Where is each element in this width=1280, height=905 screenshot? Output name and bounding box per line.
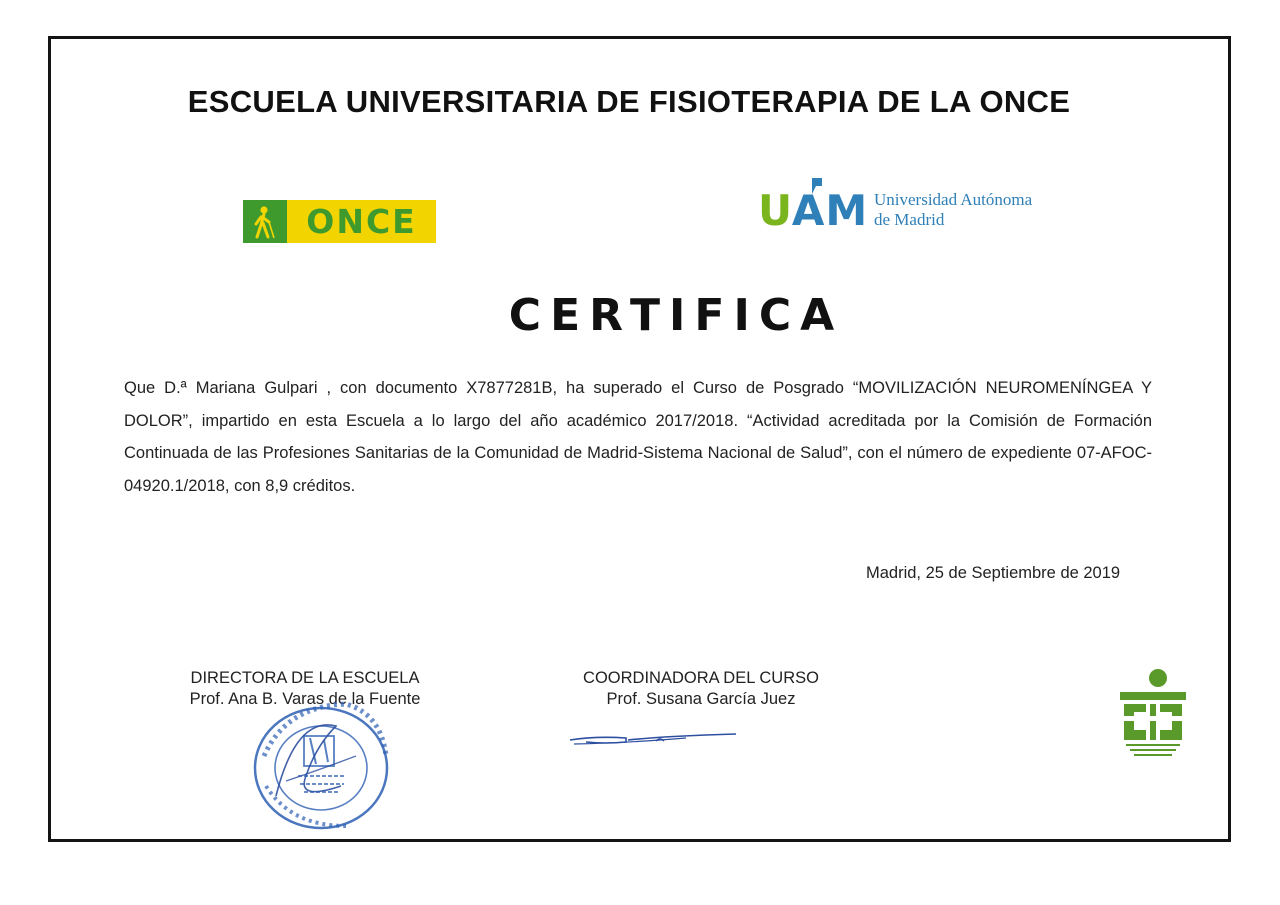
formacion-continuada-logo-icon — [1116, 668, 1194, 768]
certificate-heading: CERTIFICA — [508, 290, 844, 341]
school-title: ESCUELA UNIVERSITARIA DE FISIOTERAPIA DE LA ONCE — [187, 84, 1071, 119]
issue-date: Madrid, 25 de Septiembre de 2019 — [866, 564, 1121, 582]
coordinator-signature-block — [560, 668, 842, 710]
certificate-body: Que D.ª Mariana Gulpari , con documento X7877281B, ha superado el Curso de Posgrado “MOVILIZACIÓN NEUROMENÍNGEA Y DOLOR”, impartido en esta Escuela a lo largo del año académico 2017/2018. “Actividad acreditada por la Comisión de Formación Continuada de las Profesiones Sanitarias de la Comunidad de Madrid-Sistema Nacional de Salud”, con el número de expediente 07-AFOC-04920.1/2018, con 8,9 créditos. — [124, 379, 1152, 495]
coordinator-signature-icon — [566, 722, 746, 752]
school-stamp-icon — [246, 686, 416, 836]
once-logo — [243, 200, 436, 243]
uam-name: Universidad Autónoma de Madrid — [874, 190, 1033, 229]
coordinator-role: COORDINADORA DEL CURSO — [583, 669, 819, 687]
uam-letters: UAM — [758, 186, 869, 235]
once-figure-icon — [243, 200, 287, 243]
once-wordmark: ONCE — [306, 202, 417, 241]
uam-logo — [758, 176, 1078, 236]
coordinator-name: Prof. Susana García Juez — [606, 690, 796, 708]
director-name: Prof. Ana B. Varas de la Fuente — [189, 690, 421, 708]
director-role: DIRECTORA DE LA ESCUELA — [190, 669, 420, 687]
